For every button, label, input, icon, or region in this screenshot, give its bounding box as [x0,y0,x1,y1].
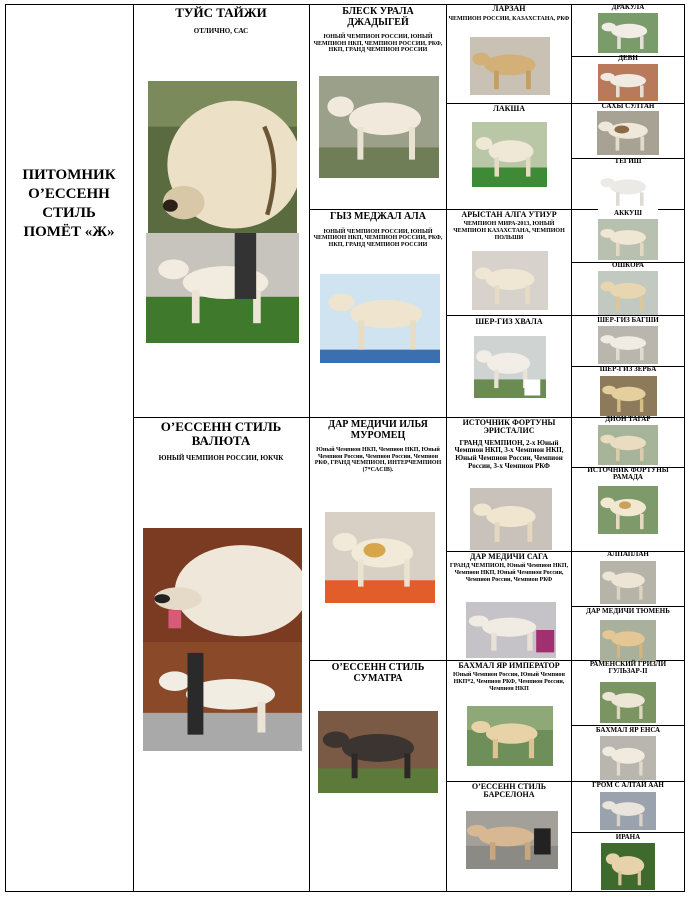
great-grandparent-titles: ГРАНД ЧЕМПИОН, 2-х Юный Чемпион НКП, 3-х Чемпион НКП, Юный Чемпион России, Чемпион России, 3-х Чемпион РКФ [454,438,564,470]
gen4-photo [598,219,658,260]
great-grandparent-photo [470,488,552,550]
kennel-title-line: ПИТОМНИК [22,167,116,183]
gen4-cell [573,661,683,676]
great-grandparent-cell [448,211,570,241]
great-grandparent-cell [448,662,570,692]
great-grandparent-name: БАХМАЛ ЯР ИМПЕРАТОР [458,661,560,670]
grandparent-photo [325,512,435,603]
gen4-photo [598,486,658,534]
gen4-cell [573,551,683,558]
grandparent-photo [319,76,439,178]
gen4-name: ДАР МЕДИЧИ ТЮМЕНЬ [586,607,670,615]
gen4-cell [573,727,683,734]
grandparent-titles: ЮНЫЙ ЧЕМПИОН РОССИИ, ЮНЫЙ ЧЕМПИОН НКП, ЧЕМПИОН РОССИИ, РКФ, НКП, ГРАНД ЧЕМПИОН РОССИИ [313,34,443,54]
gen4-photo [598,168,658,210]
grandparent-titles: Юный Чемпион НКП, Чемпион НКП, Юный Чемпион России, Чемпион России, Чемпион РКФ, ГРАНД ЧЕМПИОН, ИНТЕРЧЕМПИОН (7*CACIB). [314,447,442,473]
gen4-cell [573,782,683,789]
grandparent-titles: ЮНЫЙ ЧЕМПИОН РОССИИ, ЮНЫЙ ЧЕМПИОН НКП, ЧЕМПИОН РОССИИ, РКФ, НКП, ГРАНД ЧЕМПИОН РОССИИ [313,228,443,248]
great-grandparent-cell [448,318,570,326]
gen4-name: ДЕВИ [618,54,638,62]
gen4-photo [600,792,656,830]
column-divider [309,4,310,892]
great-grandparent-photo [466,602,556,658]
grandsire-dam-cell [312,212,444,248]
gen4-name: АЛПАПЛАН [607,550,649,558]
great-grandparent-photo [470,37,550,95]
gen4-name: ИСТОЧНИК ФОРТУНЫ РАМАДА [587,466,669,482]
great-grandparent-cell [448,5,570,23]
sire-stand-photo [146,233,299,343]
great-grandparent-name: ДАР МЕДИЧИ САГА [469,552,549,561]
great-grandparent-photo [466,811,558,869]
dam-cell [136,420,306,463]
gen4-photo [598,271,658,315]
gen4-cell [573,467,683,482]
grandparent-name: ГЫЗ МЕДЖАЛ АЛА [330,211,426,222]
gen4-photo [597,111,659,155]
gen4-name: РАМЕНСКИЙ ГРИЗЛИ ГУЛЬЗАР-II [589,660,667,676]
gen4-cell [573,416,683,423]
dam-stand-photo [143,642,302,751]
dam-titles: ЮНЫЙ ЧЕМПИОН РОССИИ, ЮКЧК [158,454,284,463]
gen4-cell [573,262,683,269]
gen4-name: ОШКОРА [612,261,644,269]
grandparent-photo [320,274,440,363]
gen4-photo [600,620,656,662]
gen4-photo [600,682,656,723]
gen4-cell [573,608,683,615]
gen4-cell [573,366,683,373]
kennel-title-line: ПОМЁТ «Ж» [23,224,115,240]
gen4-name: ДРАКУЛА [611,3,645,11]
great-grandparent-name: ЛАРЗАН [492,4,526,13]
column-divider [446,4,447,892]
column-divider [133,4,134,892]
gen4-photo [598,425,658,465]
great-grandparent-titles: Юный Чемпион России, Юный Чемпион НКП*2, Чемпион РКФ, Чемпион России, Чемпион НКП [452,672,565,692]
great-grandparent-titles: ГРАНД ЧЕМПИОН, Юный Чемпион НКП, Чемпион НКП, Юный Чемпион России, Чемпион России, Чемпион РКФ [449,563,569,583]
column-divider [571,4,572,892]
great-grandparent-photo [467,706,553,766]
gen4-photo [598,326,658,364]
gen4-cell [573,210,683,217]
great-grandparent-name: ИСТОЧНИК ФОРТУНЫ ЭРИСТАЛИС [462,418,556,436]
great-grandparent-titles: ЧЕМПИОН МИРА-2013, ЮНЫЙ ЧЕМПИОН КАЗАХСТАНА, ЧЕМПИОН ПОЛЬШИ [453,221,565,241]
gen4-name: ШЕР-ГИЗ ЗЕРБА [599,365,657,373]
kennel-title [8,166,130,242]
gen4-cell [573,158,683,165]
gen4-cell [573,834,683,841]
great-grandparent-cell [448,105,570,113]
dam-head-photo [143,528,302,642]
great-grandparent-cell [448,783,570,800]
great-grandparent-photo [474,336,546,398]
gen4-cell [573,4,683,11]
great-grandparent-name: ШЕР-ГИЗ ХВАЛА [475,317,543,326]
gen4-name: ГРОМ С АЛТАЙ ААН [592,781,664,789]
gen4-photo [600,376,657,416]
gen4-name: ШЕР-ГИЗ БАГШИ [597,316,659,324]
great-grandparent-titles: ЧЕМПИОН РОССИИ, КАЗАХСТАНА, РКФ [448,16,570,23]
grandparent-name: БЛЕСК УРАЛА ДЖАДЫГЕЙ [342,6,414,28]
sire-titles: ОТЛИЧНО, САС [193,26,249,35]
sire-head-photo [148,81,297,233]
grandparent-name: ДАР МЕДИЧИ ИЛЬЯ МУРОМЕЦ [328,419,428,441]
dam-name: О’ЕССЕНН СТИЛЬ ВАЛЮТА [160,419,282,448]
gen4-photo [600,736,656,780]
grandsire-sire-cell [312,7,444,54]
gen4-name: ДИОН ТАГАР [605,415,651,423]
grandparent-photo [318,711,438,793]
great-grandparent-cell [448,419,570,471]
gen4-name: САХЫ СУЛТАН [601,102,655,110]
great-grandparent-photo [472,122,547,187]
sire-name: ТУЙС ТАЙЖИ [175,5,267,20]
gen4-photo [600,561,656,604]
great-grandparent-name: О’ЕССЕНН СТИЛЬ БАРСЕЛОНА [471,782,547,800]
kennel-title-line: О’ЕССЕНН [28,186,110,202]
sire-cell [136,6,306,35]
gen4-name: АККУШ [614,209,642,217]
gen4-name: ТЕГИШ [614,157,642,165]
granddam-sire-cell [312,420,444,473]
gen4-cell [573,317,683,324]
great-grandparent-photo [472,251,548,310]
great-grandparent-cell [448,553,570,583]
gen4-name: БАХМАЛ ЯР ЕНСА [595,726,661,734]
gen4-name: ИРАНА [615,833,641,841]
kennel-title-line: СТИЛЬ [42,205,96,221]
great-grandparent-name: ЛАКША [492,104,526,113]
gen4-cell [573,55,683,62]
gen4-cell [573,103,683,110]
gen4-photo [598,64,658,101]
gen4-photo [601,843,655,890]
granddam-dam-cell [312,663,444,684]
great-grandparent-name: АРЫСТАН АЛГА УТИУР [461,210,557,219]
gen4-photo [598,13,658,53]
grandparent-name: О’ЕССЕНН СТИЛЬ СУМАТРА [331,662,425,684]
